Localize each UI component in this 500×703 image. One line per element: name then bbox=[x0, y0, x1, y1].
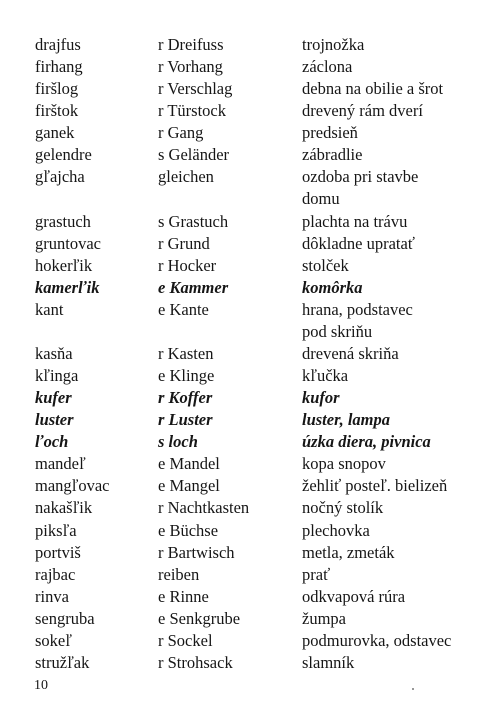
entry-row bbox=[0, 233, 500, 255]
dialect-word: kant bbox=[35, 299, 64, 319]
slovak-meaning: nočný stolík bbox=[302, 498, 384, 518]
dialect-word: drajfus bbox=[35, 35, 81, 54]
german-source: r Türstock bbox=[158, 101, 226, 121]
dialect-word: kľinga bbox=[35, 366, 79, 386]
slovak-meaning: ozdoba pri stavbe bbox=[302, 167, 419, 187]
entry-row bbox=[0, 321, 500, 343]
german-source: e Senkgrube bbox=[158, 608, 241, 628]
german-source: r Verschlag bbox=[158, 79, 233, 99]
german-source: s Grastuch bbox=[158, 211, 229, 231]
dialect-word: gľajcha bbox=[35, 167, 85, 187]
dialect-word: kamerľik bbox=[35, 277, 100, 297]
german-source: s Geländer bbox=[158, 145, 230, 165]
slovak-meaning: pod skriňu bbox=[302, 321, 373, 341]
dialect-word: sokeľ bbox=[35, 630, 72, 650]
dialect-word: luster bbox=[35, 410, 74, 430]
slovak-meaning: debna na obilie a šrot bbox=[302, 79, 444, 99]
dialect-word: piksľa bbox=[35, 520, 77, 540]
page-number: 10 bbox=[34, 678, 48, 693]
german-source: r Koffer bbox=[158, 388, 213, 408]
entry-row bbox=[0, 608, 500, 630]
german-source: r Dreifuss bbox=[158, 35, 224, 54]
german-source: r Hocker bbox=[158, 255, 217, 275]
entry-row bbox=[0, 564, 500, 586]
entry-row bbox=[0, 255, 500, 277]
german-source: e Kante bbox=[158, 299, 209, 319]
german-source: r Luster bbox=[158, 410, 213, 430]
entry-row bbox=[0, 122, 500, 144]
slovak-meaning: zábradlie bbox=[302, 145, 363, 165]
dialect-word: hokerľik bbox=[35, 255, 93, 275]
german-source: e Klinge bbox=[158, 366, 215, 386]
german-source: r Nachtkasten bbox=[158, 498, 250, 518]
dialect-word: grastuch bbox=[35, 211, 91, 231]
slovak-meaning: záclona bbox=[302, 57, 353, 77]
german-source: r Gang bbox=[158, 123, 204, 143]
dialect-word: gelendre bbox=[35, 145, 92, 165]
slovak-meaning: hrana, podstavec bbox=[302, 299, 413, 319]
entry-row bbox=[0, 497, 500, 519]
slovak-meaning: predsieň bbox=[302, 123, 358, 143]
dialect-word: portviš bbox=[35, 542, 81, 562]
slovak-meaning: úzka diera, pivnica bbox=[302, 432, 431, 452]
entry-row bbox=[0, 586, 500, 608]
dialect-word: nakašľik bbox=[35, 498, 93, 518]
dialect-word: kufer bbox=[35, 388, 72, 408]
slovak-meaning: kufor bbox=[302, 388, 340, 408]
german-source: e Mandel bbox=[158, 454, 220, 474]
slovak-meaning: stolček bbox=[302, 255, 349, 275]
dialect-word: firštok bbox=[35, 101, 79, 121]
slovak-meaning: metla, zmeták bbox=[302, 542, 395, 562]
slovak-meaning: drevený rám dverí bbox=[302, 101, 423, 121]
german-source: gleichen bbox=[158, 167, 214, 187]
slovak-meaning: kľučka bbox=[302, 366, 349, 386]
dialect-word: ganek bbox=[35, 123, 75, 143]
german-source: reiben bbox=[158, 564, 200, 584]
entry-row bbox=[0, 343, 500, 365]
german-source: r Sockel bbox=[158, 630, 213, 650]
speck-mark bbox=[412, 688, 414, 690]
entry-row bbox=[0, 166, 500, 188]
german-source: e Rinne bbox=[158, 586, 209, 606]
entry-row bbox=[0, 299, 500, 321]
dialect-word: kasňa bbox=[35, 343, 73, 363]
german-source: e Mangel bbox=[158, 476, 220, 496]
entry-row bbox=[0, 431, 500, 453]
entry-row bbox=[0, 211, 500, 233]
entry-row bbox=[0, 100, 500, 122]
german-source: e Büchse bbox=[158, 520, 219, 540]
dialect-word: mandeľ bbox=[35, 454, 86, 474]
slovak-meaning: drevená skriňa bbox=[302, 343, 399, 363]
entry-row bbox=[0, 409, 500, 431]
entry-row bbox=[0, 277, 500, 299]
slovak-meaning: žehliť posteľ. bielizeň bbox=[302, 476, 448, 496]
slovak-meaning: odkvapová rúra bbox=[302, 586, 406, 606]
entry-row bbox=[0, 652, 500, 674]
dialect-word: stružľak bbox=[35, 652, 90, 672]
german-source: s loch bbox=[158, 432, 198, 452]
entry-row bbox=[0, 520, 500, 542]
slovak-meaning: prať bbox=[302, 564, 331, 584]
entry-row bbox=[0, 34, 500, 56]
dialect-word: ľoch bbox=[35, 432, 69, 452]
slovak-meaning: luster, lampa bbox=[302, 410, 391, 430]
entry-row bbox=[0, 188, 500, 210]
slovak-meaning: podmurovka, odstavec bbox=[302, 630, 452, 650]
entry-row bbox=[0, 56, 500, 78]
slovak-meaning: komôrka bbox=[302, 277, 363, 297]
german-source: r Bartwisch bbox=[158, 542, 235, 562]
german-source: r Kasten bbox=[158, 343, 214, 363]
entry-row bbox=[0, 475, 500, 497]
entry-row bbox=[0, 144, 500, 166]
slovak-meaning: žumpa bbox=[302, 608, 346, 628]
dialect-word: rinva bbox=[35, 586, 69, 606]
german-source: r Vorhang bbox=[158, 57, 223, 77]
german-source: r Grund bbox=[158, 233, 210, 253]
slovak-meaning: plechovka bbox=[302, 520, 370, 540]
dialect-word: firšlog bbox=[35, 79, 79, 99]
slovak-meaning: plachta na trávu bbox=[302, 211, 408, 231]
dialect-word: firhang bbox=[35, 57, 83, 77]
german-source: e Kammer bbox=[158, 277, 229, 297]
entry-row bbox=[0, 365, 500, 387]
entry-row bbox=[0, 78, 500, 100]
slovak-meaning: dôkladne upratať bbox=[302, 233, 415, 253]
slovak-meaning: slamník bbox=[302, 652, 355, 672]
slovak-meaning: kopa snopov bbox=[302, 454, 386, 474]
dialect-word: gruntovac bbox=[35, 233, 101, 253]
dialect-word: rajbac bbox=[35, 564, 76, 584]
dialect-word: mangľovac bbox=[35, 476, 110, 496]
entry-row bbox=[0, 630, 500, 652]
entry-row bbox=[0, 453, 500, 475]
german-source: r Strohsack bbox=[158, 652, 233, 672]
entry-row bbox=[0, 387, 500, 409]
slovak-meaning: trojnožka bbox=[302, 35, 365, 54]
slovak-meaning: domu bbox=[302, 189, 340, 209]
dialect-word: sengruba bbox=[35, 608, 95, 628]
entry-row bbox=[0, 542, 500, 564]
